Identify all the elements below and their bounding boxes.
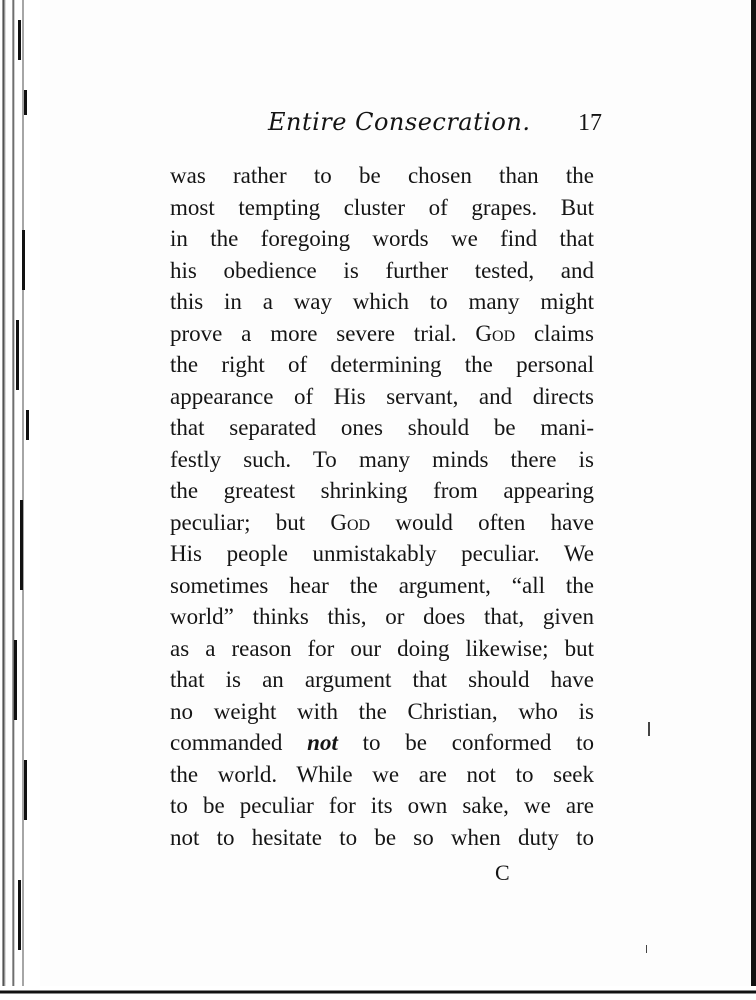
text-line: appearance of His servant, and directs [170, 383, 594, 409]
text-line: world” thinks this, or does that, given [170, 604, 594, 629]
text-segment: would often have [395, 509, 594, 535]
body-text [170, 160, 594, 853]
stray-mark [646, 945, 647, 953]
signature-mark: C [495, 860, 510, 885]
text-line: the greatest shrinking from appearing [170, 478, 594, 503]
text-line: his obedience is further tested, and [170, 257, 594, 283]
running-title: Entire Consecration. [268, 108, 531, 136]
running-head [168, 108, 608, 144]
text-line: no weight with the Christian, who is [170, 698, 594, 724]
text-line: sometimes hear the argument, “all the [170, 572, 594, 598]
text-line: in the foregoing words we find that [170, 226, 594, 251]
bottom-page-edge [0, 986, 756, 1000]
text-line [170, 727, 594, 759]
text-line: the right of determining the personal [170, 352, 594, 377]
text-line: as a reason for our doing likewise; but [170, 635, 594, 661]
text-line [170, 318, 594, 350]
text-line: that is an argument that should have [170, 667, 594, 692]
text-line: not to hesitate to be so when duty to [170, 824, 594, 850]
text-line: His people unmistakably peculiar. We [170, 541, 594, 566]
text-segment: commanded [170, 730, 283, 755]
text-line: that separated ones should be mani- [170, 415, 594, 440]
text-line: this in a way which to many might [170, 289, 594, 314]
stray-mark [648, 722, 650, 736]
right-page-edge [751, 0, 756, 1000]
text-line: was rather to be chosen than the [170, 163, 594, 188]
binding-marks [18, 0, 34, 1000]
text-line: to be peculiar for its own sake, we are [170, 793, 594, 818]
text-line: festly such. To many minds there is [170, 446, 594, 472]
text-line: most tempting cluster of grapes. But [170, 194, 594, 220]
text-segment: claims [533, 320, 595, 346]
text-line: the world. While we are not to seek [170, 761, 594, 787]
divine-name: God [475, 320, 516, 346]
page-number: 17 [578, 110, 602, 136]
text-segment: peculiar; but [170, 509, 306, 535]
text-segment: to be conformed to [362, 730, 595, 755]
text-line [170, 507, 594, 539]
text-segment: prove a more severe trial. [170, 320, 457, 346]
divine-name: God [330, 509, 371, 535]
emphasized-word: not [307, 730, 338, 755]
